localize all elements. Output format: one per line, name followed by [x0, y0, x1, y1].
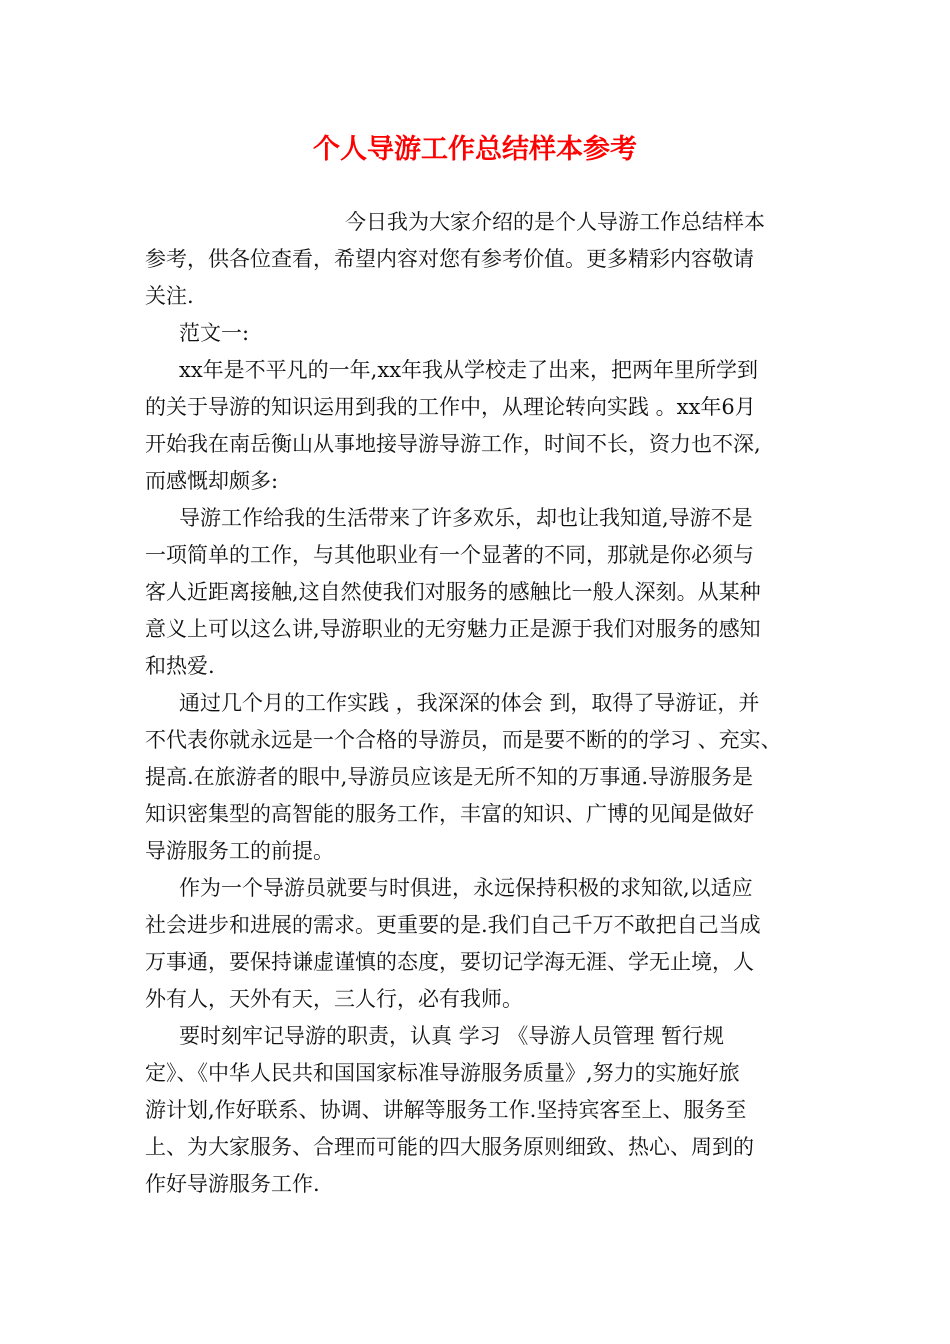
paragraph-line: 导游服务工的前提。	[145, 839, 334, 863]
paragraph-line: 不代表你就永远是一个合格的导游员，而是要不断的的学习 、充实、	[145, 728, 782, 752]
paragraph-line: 社会进步和进展的需求。更重要的是.我们自己千万不敢把自己当成	[145, 913, 761, 937]
paragraph-line: 作好导游服务工作.	[145, 1172, 320, 1196]
paragraph	[145, 685, 807, 870]
paragraph-line: 意义上可以这么讲,导游职业的无穷魅力正是源于我们对服务的感知	[145, 617, 761, 641]
paragraph	[145, 1018, 807, 1203]
paragraph	[145, 870, 807, 1018]
paragraph-line: 今日我为大家介绍的是个人导游工作总结样本	[345, 210, 765, 234]
paragraph-line: 和热爱.	[145, 654, 215, 678]
paragraph-line: 要时刻牢记导游的职责，认真 学习 《导游人员管理 暂行规	[179, 1024, 725, 1048]
paragraph-line: 开始我在南岳衡山从事地接导游导游工作，时间不长，资力也不深,	[145, 432, 761, 456]
paragraph-line: 提高.在旅游者的眼中,导游员应该是无所不知的万事通.导游服务是	[145, 765, 754, 789]
paragraph-line: 外有人，天外有天，三人行，必有我师。	[145, 987, 523, 1011]
paragraph-line: xx年是不平凡的一年,xx年我从学校走了出来，把两年里所学到	[179, 358, 759, 382]
paragraph-line: 关注.	[145, 284, 194, 308]
paragraph	[145, 352, 807, 500]
paragraph	[145, 204, 807, 315]
paragraph-line: 作为一个导游员就要与时俱进，永远保持积极的求知欲,以适应	[179, 876, 753, 900]
paragraph-line: 游计划,作好联系、协调、讲解等服务工作.坚持宾客至上、服务至	[145, 1098, 747, 1122]
paragraph-line: 上、为大家服务、合理而可能的四大服务原则细致、热心、周到的	[145, 1135, 754, 1159]
paragraph	[145, 315, 807, 352]
document-title: 个人导游工作总结样本参考	[313, 134, 637, 165]
paragraph-line: 一项简单的工作，与其他职业有一个显著的不同，那就是你必须与	[145, 543, 754, 567]
paragraph-line: 客人近距离接触,这自然使我们对服务的感触比一般人深刻。从某种	[145, 580, 761, 604]
paragraph-line: 而感慨却颇多:	[145, 469, 279, 493]
paragraph-line: 通过几个月的工作实践 ，我深深的体会 到，取得了导游证，并	[179, 691, 760, 715]
paragraph-line: 导游工作给我的生活带来了许多欢乐，却也让我知道,导游不是	[179, 506, 753, 530]
paragraph-line: 定》、《中华人民共和国国家标准导游服务质量》,努力的实施好旅	[145, 1061, 740, 1085]
paragraph-line: 知识密集型的高智能的服务工作，丰富的知识、广博的见闻是做好	[145, 802, 754, 826]
paragraph-line: 万事通，要保持谦虚谨慎的态度，要切记学海无涯、学无止境，人	[145, 950, 754, 974]
paragraph-line: 范文一:	[179, 321, 250, 345]
paragraph-line: 参考，供各位查看，希望内容对您有参考价值。更多精彩内容敬请	[145, 247, 754, 271]
paragraph-line: 的关于导游的知识运用到我的工作中，从理论转向实践 。xx年6月	[145, 395, 756, 419]
paragraph	[145, 500, 807, 685]
document-body	[145, 204, 807, 1203]
